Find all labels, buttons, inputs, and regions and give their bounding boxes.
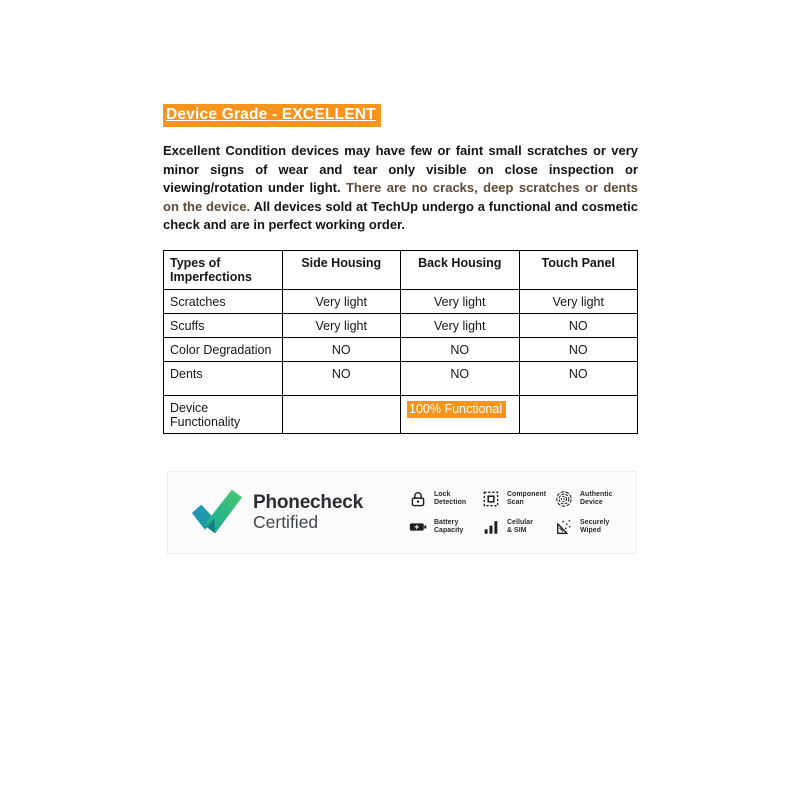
phonecheck-logo — [191, 488, 363, 538]
certification-badges — [409, 490, 627, 536]
page-title: Device Grade - EXCELLENT — [163, 104, 381, 127]
badge-label-line1: Securely — [579, 518, 610, 526]
phonecheck-certified-panel — [167, 471, 637, 554]
cell-value: Very light — [282, 289, 401, 313]
cell-value: NO — [519, 313, 638, 337]
cell-value: Very light — [282, 313, 401, 337]
badge-battery-capacity — [409, 518, 481, 536]
description-part-1: Excellent Condition devices may have few or faint small scratches or very minor signs of wear and tear only visible on close inspection or viewing/rotation under light. — [163, 143, 638, 196]
cell-value: NO — [282, 361, 401, 395]
table-row — [164, 337, 638, 361]
badge-label-line1: Cellular — [506, 518, 534, 526]
header-touch-panel: Touch Panel — [519, 250, 638, 289]
table-row — [164, 289, 638, 313]
functional-highlight: 100% Functional — [407, 401, 506, 418]
cell-value — [282, 395, 401, 433]
badge-label-line2: Wiped — [579, 526, 602, 534]
checkmark-logo-icon — [191, 488, 243, 538]
row-label: Scratches — [164, 289, 283, 313]
cell-value: Very light — [401, 289, 520, 313]
lock-icon — [409, 490, 427, 508]
imperfections-table — [163, 250, 638, 434]
badge-label-line1: Battery — [433, 518, 459, 526]
cell-value: Very light — [401, 313, 520, 337]
brand-text — [253, 493, 363, 532]
badge-label-line2: Detection — [433, 498, 467, 506]
badge-authentic-device — [555, 490, 627, 508]
condition-description — [163, 142, 638, 235]
component-scan-icon — [482, 490, 500, 508]
cell-value: NO — [282, 337, 401, 361]
badge-label-line2: Capacity — [433, 526, 464, 534]
badge-label-line1: Authentic — [579, 490, 613, 498]
badge-securely-wiped — [555, 518, 627, 536]
badge-label-line2: Scan — [506, 498, 524, 506]
cell-value: NO — [519, 361, 638, 395]
row-label: Color Degradation — [164, 337, 283, 361]
table-row — [164, 395, 638, 433]
badge-component-scan — [482, 490, 554, 508]
wipe-icon — [555, 518, 573, 536]
badge-label — [434, 519, 464, 535]
header-back-housing: Back Housing — [401, 250, 520, 289]
cell-value: NO — [401, 337, 520, 361]
battery-icon — [409, 518, 427, 536]
header-types-of-imperfections: Types of Imperfections — [164, 250, 283, 289]
description-part-3: All devices sold at TechUp undergo a functional and cosmetic check and are in perfect working order. — [163, 198, 638, 233]
badge-label — [580, 491, 613, 507]
badge-label-line1: Component — [506, 490, 547, 498]
badge-label-line2: Device — [579, 498, 603, 506]
cell-value: Very light — [519, 289, 638, 313]
badge-label-line1: Lock — [433, 490, 451, 498]
cell-value — [401, 395, 520, 433]
row-label: Device Functionality — [164, 395, 283, 433]
badge-cellular-sim — [482, 518, 554, 536]
cell-value — [519, 395, 638, 433]
badge-lock-detection — [409, 490, 481, 508]
description-part-2: There are no cracks, deep scratches or dents on the device. — [163, 180, 638, 214]
document-content — [163, 104, 638, 434]
badge-label — [507, 491, 546, 507]
row-label: Scuffs — [164, 313, 283, 337]
badge-label-line2: & SIM — [506, 526, 527, 534]
badge-label — [434, 491, 466, 507]
table-row — [164, 313, 638, 337]
cell-value: NO — [401, 361, 520, 395]
table-row — [164, 361, 638, 395]
badge-label — [507, 519, 533, 535]
table-header-row — [164, 250, 638, 289]
badge-label — [580, 519, 610, 535]
header-side-housing: Side Housing — [282, 250, 401, 289]
brand-subtitle: Certified — [253, 512, 319, 532]
row-label: Dents — [164, 361, 283, 395]
signal-bars-icon — [482, 518, 500, 536]
fingerprint-icon — [555, 490, 573, 508]
brand-name: Phonecheck — [253, 492, 363, 513]
cell-value: NO — [519, 337, 638, 361]
